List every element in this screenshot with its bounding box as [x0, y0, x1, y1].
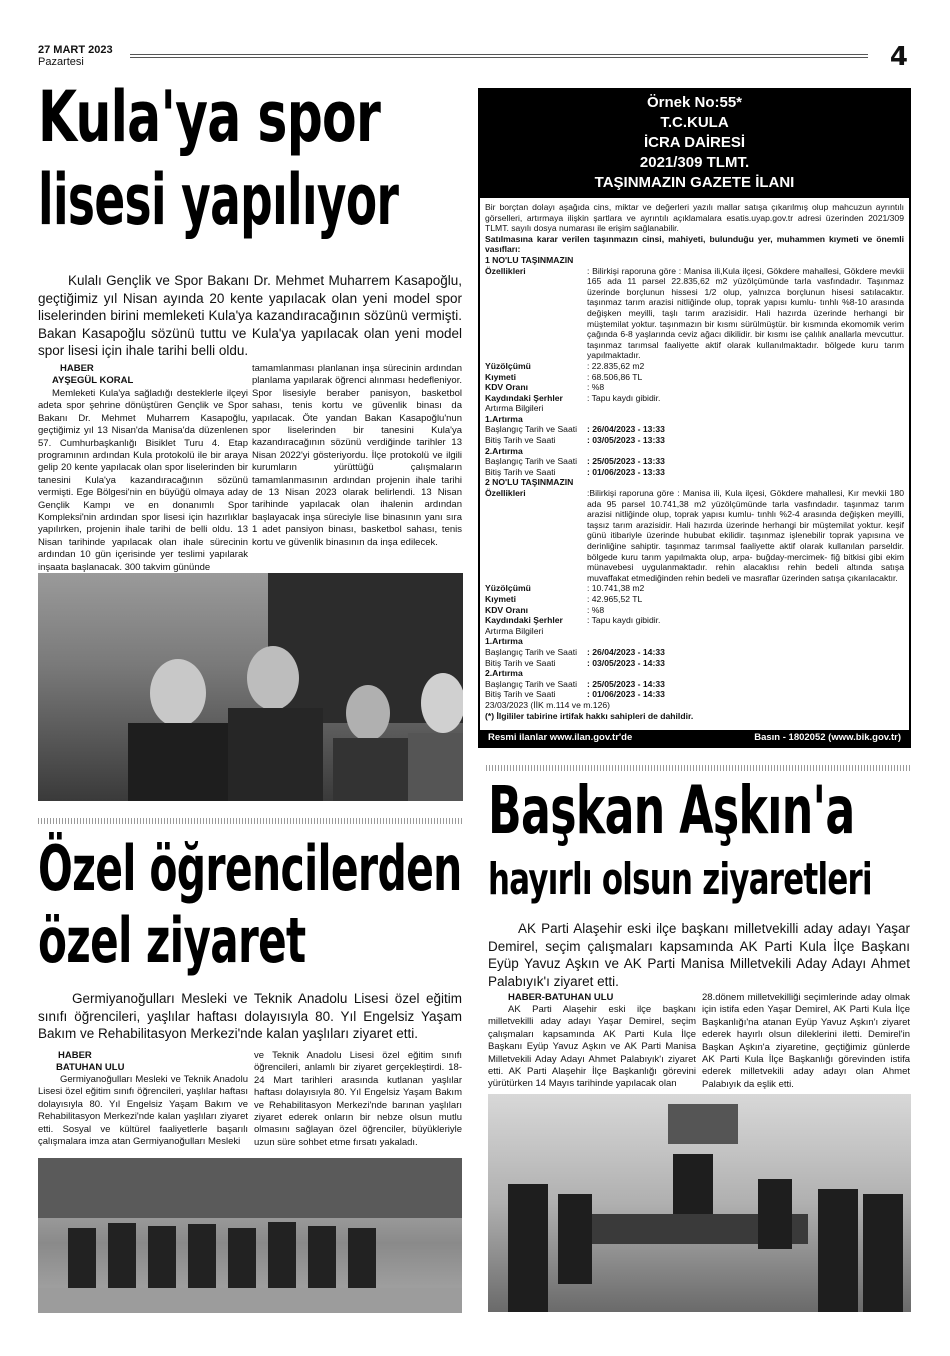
people-photo-icon — [38, 573, 463, 801]
footer-ilan-link: Resmi ilanlar www.ilan.gov.tr'de — [488, 732, 633, 743]
property1-title: 1 NO'LU TAŞINMAZIN — [485, 254, 574, 265]
property1-reg-label: Kaydındaki Şerhler — [485, 392, 563, 403]
property1-value-label: Kıymeti — [485, 371, 517, 382]
property2-vat: : %8 — [587, 604, 605, 615]
property2-bid-info: Artırma Bilgileri — [485, 625, 544, 636]
article3-photo — [488, 1094, 911, 1312]
property1-vat-label: KDV Oranı — [485, 382, 528, 393]
auction-notice-header — [480, 90, 909, 198]
p2-r1-start-label: Başlangıç Tarih ve Saati — [485, 646, 578, 657]
article1-headline-line1: Kula'ya spor — [38, 76, 381, 158]
p2-r2-start-label: Başlangıç Tarih ve Saati — [485, 678, 578, 689]
notice-file-number: 2021/309 TLMT. — [639, 154, 750, 171]
article1-byline-author: AYŞEGÜL KORAL — [52, 375, 134, 386]
property2-features-label: Özellikleri — [485, 488, 526, 499]
section-divider-right — [486, 765, 911, 771]
notice-signature-date: 23/03/2023 (İİK m.114 ve m.126) — [485, 699, 610, 710]
article3-lead: AK Parti Alaşehir eski ilçe başkanı milletvekilli aday adayı Yaşar Demirel, seçim çalışmaları kapsamında AK Parti Kula İlçe Başkanı Eyüp Yavuz Aşkın ve AK Parti Manisa Milletvekili Aday Adayı Ahmet Palabıyık'ı ziyaret etti. — [488, 921, 910, 989]
article1-byline-label: HABER — [60, 363, 94, 374]
property2-area-label: Yüzölçümü — [485, 583, 531, 594]
section-divider-left — [38, 818, 463, 824]
notice-authority: T.C.KULA — [660, 114, 729, 131]
article3-headline-line2: hayırlı olsun ziyaretleri — [488, 854, 872, 905]
notice-intro: Bir borçtan dolayı aşağıda cins, miktar ve değerleri yazılı mallar satışa çıkarılmış olup mahcuzun ayrıntılı görselleri, artırmaya ilişkin şartlara ve ayrıntılı açıklamalara esatis.uyap.gov.tr adresi üzerinden 2021/309 TLMT. sayılı dosya numarası ile erişim sağlanabilir. — [485, 202, 904, 234]
property2-reg-label: Kaydındaki Şerhler — [485, 615, 563, 626]
header-rule — [130, 54, 868, 58]
article3-col2: 28.dönem milletvekilliği seçimlerinde aday olmak için istifa eden Yaşar Demirel, AK Parti Kula İlçe Başkanlığı'na atanan Eyüp Yavuz Aşkın'ı ziyaret ederek hayırlı olsun dileklerini iletti. Demirel'in Başkan Aşkın'a ziyaretine, geçtiğimiz günlerde AK Parti Kula İlçe Başkanlığı görevinden istifa ederek milletvekili aday adayı olan Ahmet Palabıyık da eşlik etti. — [702, 992, 910, 1090]
notice-office: İCRA DAİRESİ — [643, 134, 746, 151]
article2-col2: ve Teknik Anadolu Lisesi özel eğitim sınıfı öğrencileri, anlamlı bir ziyaret gerçekleştirdi. 18-24 Mart tarihleri arasında kutlanan yaşlılar haftası dolayısıyla 80. Yıl Engelsiz Yaşam Bakım ve Rehabilitasyon Merkezi'nde barınan yaşlıları ziyaret ederek onların bir nebze olsun mutlu olmasını sağlayan özel öğrenciler, büyükleriyle uzun süre sohbet etme fırsatı yakaladı. — [254, 1050, 462, 1148]
p2-r2-end-label: Bitiş Tarih ve Saati — [485, 689, 556, 700]
p1-r1-end-label: Bitiş Tarih ve Saati — [485, 435, 556, 446]
property1-bid-info: Artırma Bilgileri — [485, 403, 544, 414]
p2-r2-end: : 01/06/2023 - 14:33 — [587, 689, 665, 700]
property2-round1: 1.Artırma — [485, 636, 523, 647]
article1-headline-line2: lisesi yapılıyor — [38, 159, 399, 241]
property1-features: : Bilirkişi raporuna göre : Manisa ili,Kula ilçesi, Gökdere mahallesi, Gökdere mevkii 165 ada 11 parsel 22.835,62 m2 yüzölçümünde tarla vasfındadır. Taşınmaz üzerinde borçlunun hissesi 1/2 olup, yalnızca borçlunun hisesi satılacaktır. taşınmaz tarım arazisi nitliğinde olup, toprak yapısı kumlu- tınhlı %8-10 arasında değişken meyilli, taşlı tarım arazisidir. Hali hazırda üzerinde herhangi bir müştemilat yoktur. taşınmazın bir kısmı sürülmüştür. bir kısmında ekomomik verim çağında 6-8 yaşlarında ceviz ağacı dikilidir. bir kısmı ise çalılık anallarla mevcuttur. taşınmaz tarımsal faaliyette aktif olarak kullanılmaktadır. bölgede kuru tarım yapılmaktadır. — [587, 265, 904, 361]
property2-reg: : Tapu kaydı gibidir. — [587, 615, 661, 626]
property2-features: :Bilirkişi raporuna göre : Manisa ili, Kula ilçesi, Gökdere mahallesi, Kır mevkii 180 ada 95 parsel 10.741,38 m2 yüzölçümünde tarla vasfındadır. taşınmaz tarım arazisi nitliğinde olup, toprak yapısı kumlu- tınhlı %2-4 arasında değişken meyilli, taşsız tarım arazisidir. Hali hazırda üzerinde herhangi bir müştemilat yoktur. keşif günü itibariyle üzerinde hububat ekilidir. taşınmaz işlenebilir toprak yapısına ve derinliğine sahiptir. taşınmaz tarımsal faaliyette aktif olarak kullanılan parseldir. bölgede kuru tarım yapılmakta olup, arpa- buğday-mercimek- fiğ bitkisi gibi ekim münavebesi uygulanmaktadır. rehin alacaklısı rehin bedeli altında satışa muvaffakat etmediğinden rehin bedeli ve masraflar üzerinden satışa çıkarılacaktır. — [587, 488, 904, 583]
notice-note: (*) İlgililer tabirine irtifak hakkı sahipleri de dahildir. — [485, 710, 694, 721]
p1-r2-start-label: Başlangıç Tarih ve Saati — [485, 456, 578, 467]
property2-round2: 2.Artırma — [485, 668, 523, 679]
article2-headline-line2: özel ziyaret — [38, 904, 306, 977]
property1-reg: : Tapu kaydı gibidir. — [587, 392, 661, 403]
article2-byline-label: HABER — [58, 1050, 92, 1061]
property2-title: 2 NO'LU TAŞINMAZIN — [485, 477, 574, 488]
group-photo-icon — [38, 1158, 462, 1313]
auction-notice — [478, 88, 911, 748]
property1-round1: 1.Artırma — [485, 413, 523, 424]
p1-r1-end: : 03/05/2023 - 13:33 — [587, 435, 665, 446]
article2-lead: Germiyanoğulları Mesleki ve Teknik Anadolu Lisesi özel eğitim sınıfı öğrencileri, yaşlılar haftası dolayısıyla 80. Yıl Engelsiz Yaşam Bakım ve Rehabilitasyon Merkezi'nde kalan yaşlıları ziyaret etti. — [38, 991, 462, 1041]
property1-features-label: Özellikleri — [485, 265, 526, 276]
meeting-photo-icon — [488, 1094, 911, 1312]
property2-value-label: Kıymeti — [485, 593, 517, 604]
footer-bik-code: Basın - 1802052 (www.bik.gov.tr) — [754, 732, 901, 743]
auction-notice-footer — [480, 730, 909, 746]
article1-lead: Kulalı Gençlik ve Spor Bakanı Dr. Mehmet Muharrem Kasapoğlu, geçtiğimiz yıl Nisan ayında 20 kente yapılacak olan yeni model spor liselerinden birini memleketi Kula'ya kazandıracağının sözünü vermişti. Bakan Kasapoğlu sözünü tuttu ve Kula'ya yapılacak olan yeni model spor lisesi için ihale tarihi belli oldu. — [38, 273, 462, 358]
notice-number: Örnek No:55* — [646, 94, 743, 111]
p2-r1-end: : 03/05/2023 - 14:33 — [587, 657, 665, 668]
page-number: 4 — [889, 42, 908, 72]
property1-value: : 68.506,86 TL — [587, 371, 643, 382]
property2-vat-label: KDV Oranı — [485, 604, 528, 615]
notice-decision: Satılmasına karar verilen taşınmazın cinsi, mahiyeti, bulunduğu yer, muhammen kıymeti ve önemli vasıfları: — [485, 233, 904, 255]
p1-r1-start-label: Başlangıç Tarih ve Saati — [485, 424, 578, 435]
article2-col1: Germiyanoğulları Mesleki ve Teknik Anadolu Lisesi özel eğitim sınıfı öğrencileri, yaşlılar haftası dolayısıyla 80. Yıl Engelsiz Yaşam Bakım ve Rehabilitasyon Merkezi'nde kalan yaşlıları ziyaret etti. Sosyal ve kültürel faaliyetlerle başarılı çalışmalara imza atan Germiyanoğulları Mesleki — [38, 1074, 248, 1148]
p2-r2-start: : 25/05/2023 - 14:33 — [587, 678, 665, 689]
issue-day: Pazartesi — [38, 56, 84, 68]
property2-area: : 10.741,38 m2 — [587, 583, 645, 594]
p2-r1-start: : 26/04/2023 - 14:33 — [587, 646, 665, 657]
property1-vat: : %8 — [587, 382, 605, 393]
article2-headline-line1: Özel öğrencilerden — [38, 832, 462, 905]
article2-byline-author: BATUHAN ULU — [56, 1062, 125, 1073]
p1-r1-start: : 26/04/2023 - 13:33 — [587, 424, 665, 435]
notice-title: TAŞINMAZIN GAZETE İLANI — [594, 174, 795, 191]
property1-area-label: Yüzölçümü — [485, 360, 531, 371]
property2-value: : 42.965,52 TL — [587, 593, 643, 604]
article3-byline: HABER-BATUHAN ULU — [508, 992, 614, 1003]
article2-photo — [38, 1158, 462, 1313]
article3-headline-line1: Başkan Aşkın'a — [488, 772, 855, 849]
p1-r2-end-label: Bitiş Tarih ve Saati — [485, 466, 556, 477]
auction-notice-body — [480, 198, 909, 725]
article1-photo — [38, 573, 463, 801]
article1-col1: Memleketi Kula'ya sağladığı desteklerle ilçeyi adeta spor şehrine dönüştüren Gençlik ve Spor Bakanı Dr. Mehmet Muharrem Kasapoğlu, geçtiğimiz yıl 13 Nisan'da Manisa'da düzenlenen 57. Cumhurbaşkanlığı Bisiklet Turu 4. Etap programının ardından Kula protokolü ile bir araya gelip 20 kente yapılacak olan spor liselerinden bir tanesini Kula'ya kazandıracağının sözünü vermişti. Ege Bölgesi'nin en büyüğü olmaya aday Gençlik Kampı ve en donanımlı Spor Kompleksi'nin ardından spor lisesi için hazırlıklar yapılırken, projenin ihale tarihi de belli oldu. 13 Nisan tarihinde yapılacak olan ihale sürecinin ardından 10 gün içerisinde yer teslimi yapılarak inşaata başlanacak. 300 takvim gününde — [38, 388, 248, 573]
property1-round2: 2.Artırma — [485, 445, 523, 456]
p2-r1-end-label: Bitiş Tarih ve Saati — [485, 657, 556, 668]
p1-r2-end: : 01/06/2023 - 13:33 — [587, 466, 665, 477]
article1-col2: tamamlanması planlanan inşa sürecinin ardından planlama yapılarak öğrenci alınması hedefleniyor. Spor lisesiyle beraber panisyon, basketbol sahası, tenis kortu ve güvenlik binası da yapılacak. Öte yandan Bakan Kasapoğlu'nun spor liselerinden bir tanesini Kula'ya kazandıracağının sözünü verdiğinde tarihler 13 Nisan 2022'yi gösteriyordu. İlçe protokolü ve ilgili kurumların yürüttüğü çalışmaların tamamlanmasının ardından projenin ihale tarihi de 13 Nisan 2023 olarak belirlendi. 13 Nisan tarihinde yapılacak olan ihalenin ardından başlayacak inşa süreciyle lise binasının yanı sıra 1 adet pansiyon binası, basketbol sahası, tenis kortu ve güvenlik binasının da inşa edilecek. — [252, 363, 462, 548]
p1-r2-start: : 25/05/2023 - 13:33 — [587, 456, 665, 467]
page-header — [38, 42, 908, 72]
issue-date: 27 MART 2023 — [38, 44, 113, 56]
article3-col1: AK Parti Alaşehir eski ilçe başkanı milletvekilli aday adayı Yaşar Demirel, seçim çalışmaları kapsamında AK Parti Kula İlçe Başkanı Eyüp Yavuz Aşkın ve AK Parti Manisa Milletvekili Aday Adayı Ahmet Palabıyık'ı ziyaret etti. AK Parti Alaşehir İlçe Başkanlığı görevini yürütürken 14 Mayıs tarihinde yapılacak olan — [488, 1004, 696, 1090]
property1-area: : 22.835,62 m2 — [587, 360, 645, 371]
